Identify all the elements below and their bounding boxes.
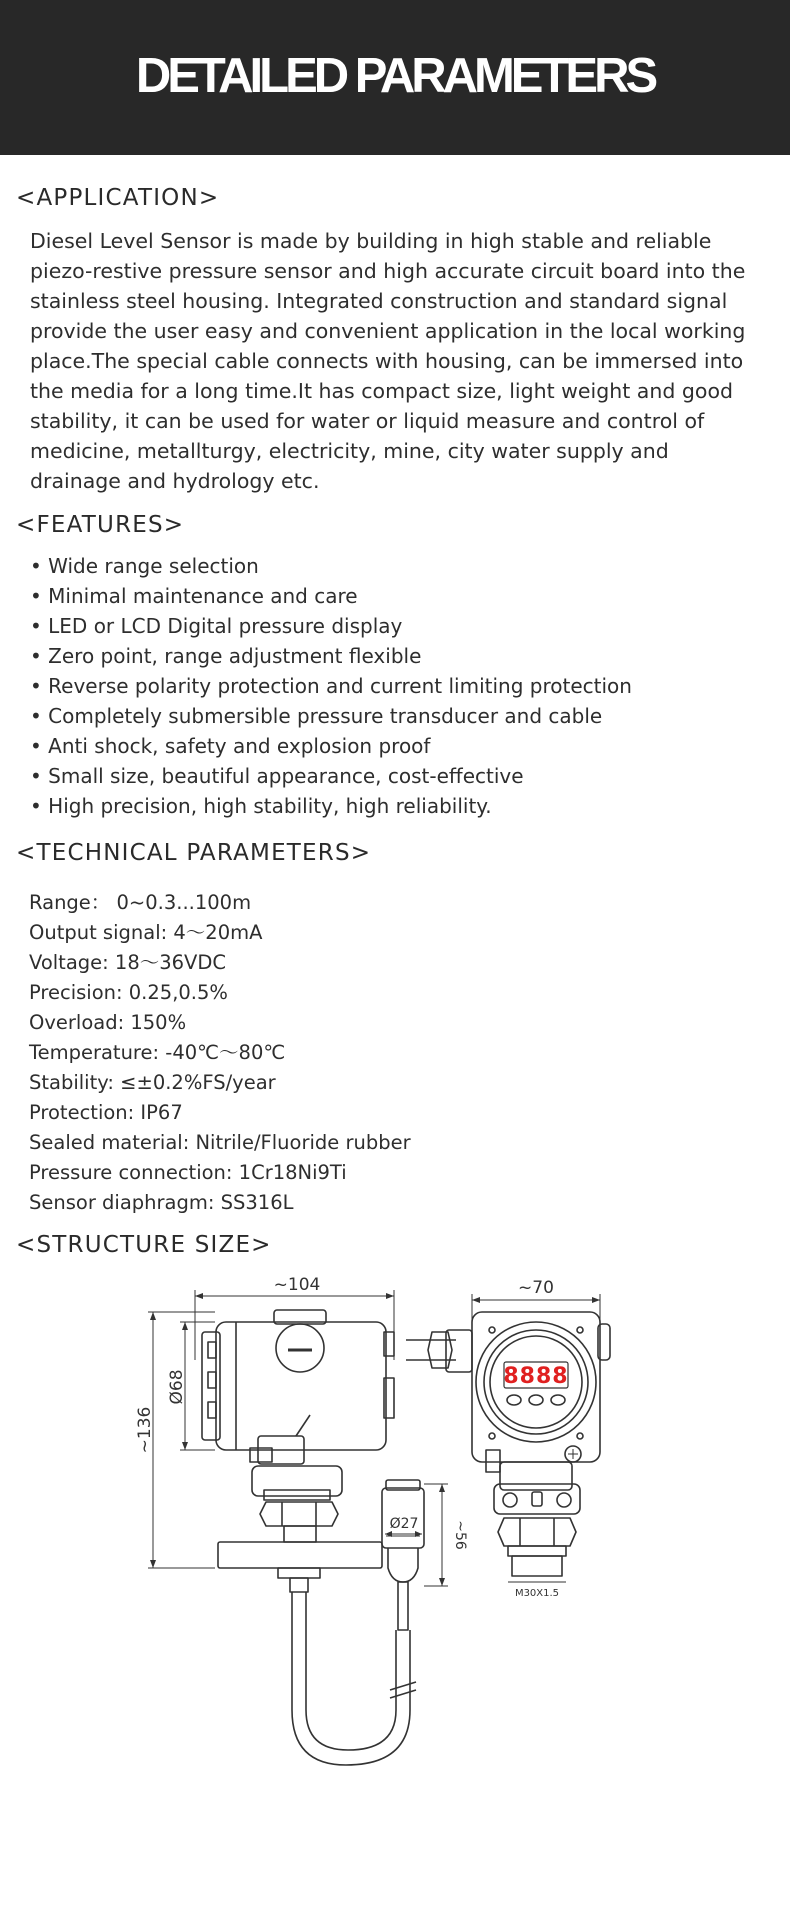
dim-probe-length-label: ~56: [452, 1520, 468, 1550]
technical-params-list: [29, 888, 411, 1218]
features-heading: <FEATURES>: [16, 512, 185, 538]
param-item: Voltage: 18～36VDC: [29, 951, 227, 974]
front-view: [406, 1278, 610, 1599]
features-list: [30, 551, 632, 821]
application-line: Diesel Level Sensor is made by building in high stable and reliable: [30, 229, 712, 253]
param-item: Sensor diaphragm: SS316L: [29, 1191, 294, 1214]
dim-width-label: ~104: [273, 1275, 321, 1295]
application-line: drainage and hydrology etc.: [30, 469, 320, 493]
application-line: stainless steel housing. Integrated construction and standard signal: [30, 289, 728, 313]
application-line: the media for a long time.It has compact size, light weight and good: [30, 379, 733, 403]
application-heading: <APPLICATION>: [16, 185, 220, 211]
led-display-digits: 8888: [503, 1364, 569, 1389]
application-line: provide the user easy and convenient application in the local working: [30, 319, 746, 343]
param-item: Stability: ≤±0.2%FS/year: [29, 1071, 276, 1094]
param-item: Protection: IP67: [29, 1101, 183, 1124]
feature-item: • Wide range selection: [30, 551, 632, 581]
feature-item: • Reverse polarity protection and current limiting protection: [30, 671, 632, 701]
dim-probe-diameter-label: Ø27: [389, 1516, 419, 1532]
param-item: Precision: 0.25,0.5%: [29, 981, 228, 1004]
side-view: [135, 1275, 468, 1765]
dim-front-width-label: ~70: [518, 1278, 554, 1298]
feature-item: • Anti shock, safety and explosion proof: [30, 731, 632, 761]
application-line: stability, it can be used for water or liquid measure and control of: [30, 409, 705, 433]
feature-item: • Small size, beautiful appearance, cost-effective: [30, 761, 632, 791]
dim-height-label: ~136: [135, 1406, 155, 1454]
feature-item: • Minimal maintenance and care: [30, 581, 632, 611]
dim-head-diameter-label: Ø68: [167, 1369, 187, 1405]
application-paragraph: [30, 226, 770, 496]
param-item: Output signal: 4～20mA: [29, 921, 263, 944]
technical-heading: <TECHNICAL PARAMETERS>: [16, 840, 372, 866]
feature-item: • LED or LCD Digital pressure display: [30, 611, 632, 641]
application-line: medicine, metallturgy, electricity, mine, city water supply and: [30, 439, 669, 463]
header-banner: [0, 0, 790, 155]
feature-item: • High precision, high stability, high reliability.: [30, 791, 632, 821]
param-item: Sealed material: Nitrile/Fluoride rubber: [29, 1131, 411, 1154]
param-item: Temperature: -40℃～80℃: [29, 1041, 286, 1064]
param-item: Pressure connection: 1Cr18Ni9Ti: [29, 1161, 347, 1184]
param-item: Overload: 150%: [29, 1011, 187, 1034]
feature-item: • Zero point, range adjustment flexible: [30, 641, 632, 671]
feature-item: • Completely submersible pressure transducer and cable: [30, 701, 632, 731]
structure-heading: <STRUCTURE SIZE>: [16, 1232, 272, 1258]
application-line: piezo-restive pressure sensor and high accurate circuit board into the: [30, 259, 746, 283]
application-line: place.The special cable connects with housing, can be immersed into: [30, 349, 744, 373]
param-item: Range： 0~0.3...100m: [29, 891, 252, 914]
dim-thread-label: M30X1.5: [514, 1588, 560, 1599]
page-title: DETAILED PARAMETERS: [135, 48, 655, 103]
structure-drawing: [0, 1270, 790, 1810]
